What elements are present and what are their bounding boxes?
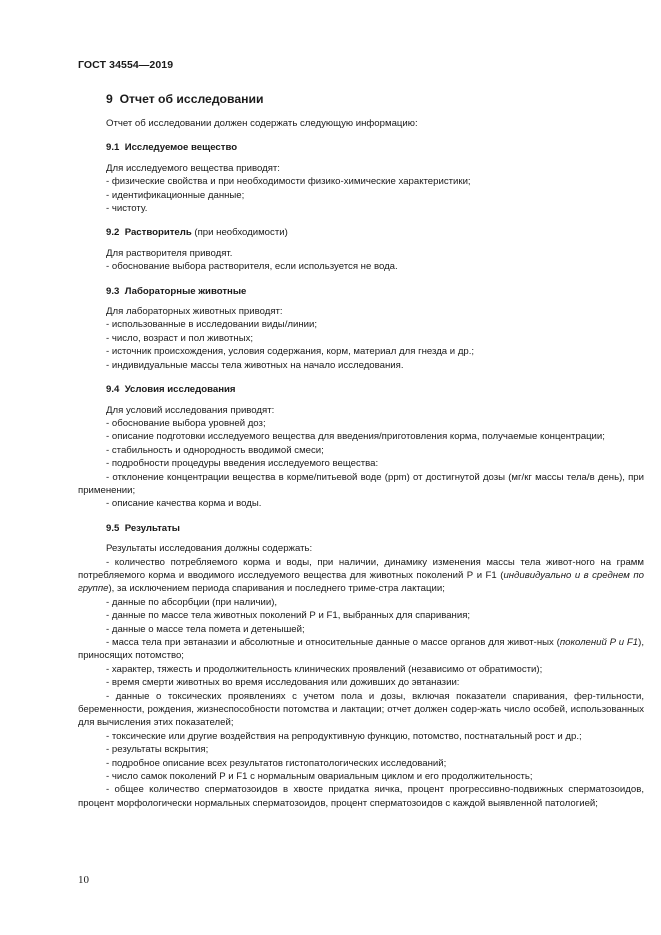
list-item: - описание подготовки исследуемого вещества для введения/приготовления корма, получаемые концентрации; [106, 431, 605, 443]
section-intro: Отчет об исследовании должен содержать следующую информацию: [106, 118, 418, 129]
list-item: - время смерти животных во время исследования или доживших до эвтаназии: [106, 677, 460, 689]
subsection-number: 9.4 [106, 384, 120, 396]
list-item: - идентификационные данные; [106, 189, 245, 201]
list-item-text: ), приносящих потомство; [78, 637, 644, 662]
list-item-emphasis: поколений Р и F1 [559, 637, 639, 648]
subsection-title: Растворитель [124, 227, 192, 239]
subsection-lead: Для исследуемого вещества приводят: [106, 162, 280, 174]
subsection-heading-9-2 [78, 226, 644, 239]
subsection-number: 9.3 [106, 285, 120, 297]
section-title: Отчет об исследовании [119, 92, 264, 106]
list-item-emphasis: индивидуально и в среднем по группе [78, 569, 644, 595]
list-item: - источник происхождения, условия содержания, корм, материал для гнезда и др.; [106, 346, 475, 358]
subsection-title: Лабораторные животные [124, 285, 247, 297]
subsection-title: Условия исследования [124, 384, 236, 396]
section-number: 9 [106, 92, 113, 106]
list-item [78, 556, 644, 596]
list-item: - данные о массе тела помета и детенышей; [106, 623, 305, 635]
document-body [78, 91, 644, 810]
list-item: - общее количество сперматозоидов в хвосте придатка яичка, процент прогрессивно-подвижных сперматозоидов, процент морфологически нормальных сперматозоидов, процент сперматозоидов с каждой выявленной патологией; [78, 784, 644, 809]
subsection-title: Исследуемое вещество [124, 142, 238, 154]
subsection-note: (при необходимости) [194, 227, 288, 239]
list-item: - подробности процедуры введения исследуемого вещества: [106, 458, 379, 470]
subsection-number: 9.1 [106, 142, 120, 154]
subsection-lead: Для растворителя приводят. [106, 247, 233, 259]
list-item: - описание качества корма и воды. [106, 498, 262, 510]
list-item: - использованные в исследовании виды/линии; [106, 319, 318, 331]
list-item [78, 636, 644, 663]
subsection-heading-9-4 [78, 383, 644, 396]
list-item: - индивидуальные массы тела животных на начало исследования. [106, 359, 404, 371]
list-item-text: ), за исключением периода спаривания и последнего триме-стра лактации; [108, 583, 445, 595]
list-item: - отклонение концентрации вещества в корме/питьевой воде (ppm) от достигнутой дозы (мг/кг массы тела/в день), при применении; [78, 471, 644, 496]
list-item: - число самок поколений Р и F1 с нормальным овариальным циклом и его продолжительность; [106, 771, 533, 783]
section-heading [78, 91, 644, 107]
list-item: - обоснование выбора уровней доз; [106, 417, 266, 429]
list-item: - чистоту. [106, 203, 148, 215]
subsection-heading-9-3 [78, 285, 644, 298]
page-number: 10 [78, 874, 89, 886]
subsection-lead: Для лабораторных животных приводят: [106, 306, 283, 318]
list-item: - обоснование выбора растворителя, если используется не вода. [106, 261, 398, 273]
subsection-title: Результаты [124, 522, 180, 534]
list-item: - физические свойства и при необходимости физико-химические характеристики; [106, 176, 471, 188]
subsection-heading-9-5 [78, 522, 644, 535]
subsection-lead: Для условий исследования приводят: [106, 404, 275, 416]
list-item: - данные по массе тела животных поколений Р и F1, выбранных для спаривания; [106, 610, 471, 622]
subsection-number: 9.2 [106, 227, 120, 239]
list-item: - стабильность и однородность вводимой смеси; [106, 444, 324, 456]
subsection-heading-9-1 [78, 141, 644, 154]
subsection-lead: Результаты исследования должны содержать: [106, 543, 313, 555]
list-item: - подробное описание всех результатов гистопатологических исследований; [106, 757, 447, 769]
list-item: - данные по абсорбции (при наличии), [106, 596, 278, 608]
list-item-text: - количество потребляемого корма и воды, при наличии, динамику изменения массы тела живот-ного на грамм потребляемого корма и вводимого исследуемого вещества для животных поколений Р и F1 ( [78, 556, 644, 581]
subsection-number: 9.5 [106, 522, 120, 534]
list-item-text: - масса тела при эвтаназии и абсолютные и относительные данные о массе органов для живот-ных ( [106, 637, 560, 648]
document-header: ГОСТ 34554—2019 [78, 59, 174, 71]
list-item: - данные о токсических проявлениях с учетом пола и дозы, включая показатели спаривания, фер-тильности, беременности, рождения, жизнеспособности потомства и лактации; отчет должен содер-жать число особей, использованных для вычисления этих показателей; [78, 690, 644, 729]
list-item: - результаты вскрытия; [106, 744, 209, 756]
list-item: - число, возраст и пол животных; [106, 332, 254, 344]
list-item: - токсические или другие воздействия на репродуктивную функцию, потомство, постнатальный рост и др.; [106, 730, 582, 742]
list-item: - характер, тяжесть и продолжительность клинических проявлений (независимо от обратимости); [106, 663, 543, 675]
